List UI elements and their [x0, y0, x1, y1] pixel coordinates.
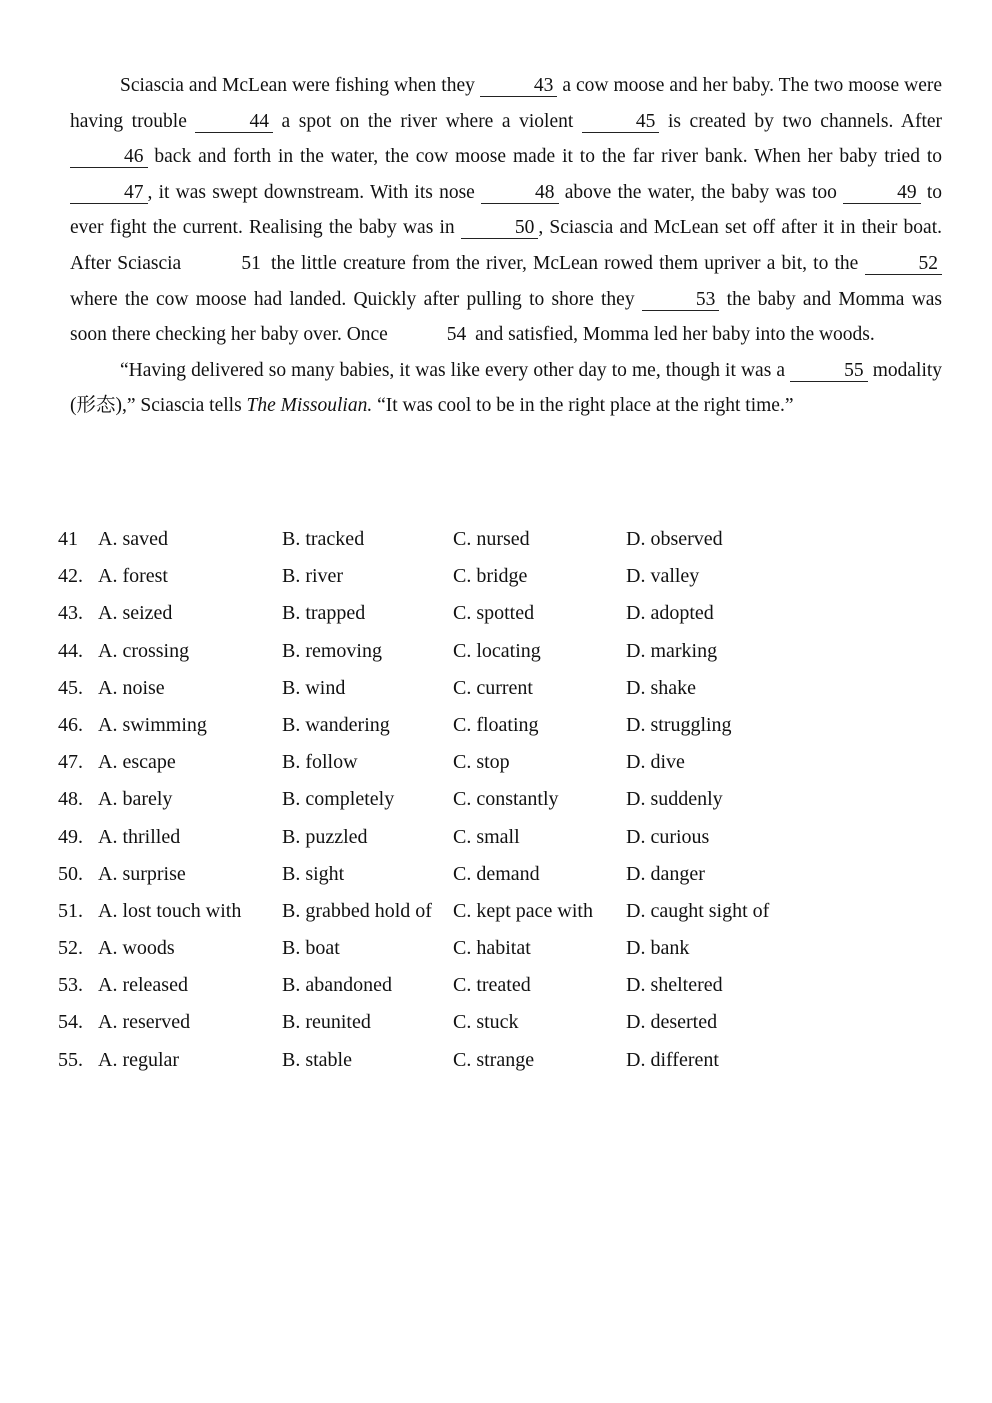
blank-46: 46 [70, 147, 148, 168]
blank-44: 44 [195, 112, 273, 133]
option-a: A. forest [98, 565, 168, 588]
blank-47: 47 [70, 183, 148, 204]
option-c: C. stop [453, 751, 510, 774]
option-b: B. trapped [282, 602, 366, 625]
option-a: A. lost touch with [98, 899, 242, 922]
option-d: D. danger [626, 862, 705, 885]
option-d: D. valley [626, 565, 700, 588]
question-number: 46. [58, 713, 83, 736]
option-b: B. river [282, 565, 344, 588]
option-row [58, 900, 938, 937]
option-a: A. seized [98, 602, 173, 625]
option-d: D. adopted [626, 602, 714, 625]
option-row [58, 602, 938, 639]
option-c: C. bridge [453, 565, 528, 588]
option-a: A. surprise [98, 862, 186, 885]
question-number: 55. [58, 1048, 83, 1071]
option-d: D. marking [626, 639, 718, 662]
option-d: D. sheltered [626, 974, 723, 997]
reading-passage [70, 68, 942, 424]
blank-43: 43 [480, 76, 558, 97]
question-number: 53. [58, 974, 83, 997]
passage-text: , Sciascia and McLean set off after it in their boat. After Sciascia [70, 217, 942, 274]
passage-text: “Having delivered so many babies, it was like every other day to me, though it was a [120, 359, 786, 381]
blank-48: 48 [481, 183, 559, 204]
option-a: A. swimming [98, 713, 207, 736]
question-number: 51. [58, 899, 83, 922]
option-a: A. noise [98, 676, 165, 699]
option-b: B. tracked [282, 528, 365, 550]
question-number: 54. [58, 1011, 83, 1034]
passage-text: back and forth in the water, the cow moose made it to the far river bank. When her baby tried to [154, 146, 943, 168]
option-a: A. crossing [98, 639, 190, 662]
question-number: 45. [58, 676, 83, 699]
option-c: C. treated [453, 974, 531, 997]
option-c: C. stuck [453, 1011, 519, 1034]
option-d: D. struggling [626, 713, 732, 736]
blank-55: 55 [790, 361, 868, 382]
option-row [58, 974, 938, 1011]
question-number: 49. [58, 825, 83, 848]
option-c: C. demand [453, 862, 540, 885]
option-b: B. abandoned [282, 974, 392, 997]
option-a: A. reserved [98, 1011, 191, 1034]
paragraph-2 [70, 353, 942, 424]
blank-45: 45 [582, 112, 660, 133]
option-b: B. puzzled [282, 825, 368, 848]
option-c: C. spotted [453, 602, 535, 625]
option-a: A. escape [98, 751, 176, 774]
answer-options [58, 528, 938, 1086]
blank-53: 53 [642, 290, 720, 311]
paragraph-1 [70, 68, 942, 353]
option-b: B. boat [282, 937, 340, 960]
blank-49: 49 [843, 183, 921, 204]
blank-52: 52 [865, 254, 943, 275]
option-row [58, 863, 938, 900]
option-c: C. strange [453, 1048, 535, 1071]
option-a: A. barely [98, 788, 173, 811]
question-number: 47. [58, 751, 83, 774]
blank-51: 51 [241, 252, 261, 274]
option-a: A. woods [98, 937, 175, 960]
option-b: B. stable [282, 1048, 352, 1071]
question-number: 42. [58, 565, 83, 588]
option-a: A. released [98, 974, 188, 997]
option-c: C. habitat [453, 937, 531, 960]
passage-text: is created by two channels. After [667, 110, 943, 132]
option-row [58, 528, 938, 565]
option-row [58, 677, 938, 714]
option-d: D. curious [626, 825, 710, 848]
option-a: A. thrilled [98, 825, 181, 848]
option-d: D. different [626, 1048, 719, 1071]
option-b: B. removing [282, 639, 382, 662]
option-row [58, 714, 938, 751]
option-c: C. constantly [453, 788, 559, 811]
option-b: B. follow [282, 751, 358, 774]
option-row [58, 640, 938, 677]
option-d: D. deserted [626, 1011, 718, 1034]
option-c: C. locating [453, 639, 541, 662]
option-c: C. floating [453, 713, 539, 736]
blank-50: 50 [461, 218, 539, 239]
passage-text: Sciascia and McLean were fishing when they [120, 75, 475, 96]
option-row [58, 1011, 938, 1048]
passage-text: a spot on the river where a violent [281, 110, 574, 132]
option-c: C. current [453, 676, 533, 699]
option-a: A. regular [98, 1048, 180, 1071]
option-d: D. dive [626, 751, 685, 774]
option-c: C. kept pace with [453, 899, 593, 922]
option-b: B. wind [282, 676, 346, 699]
option-row [58, 788, 938, 825]
passage-text: a cow moose and her baby. The two moose were having trouble [70, 75, 942, 132]
passage-text: to ever fight the current. Realising the baby was in [70, 181, 943, 239]
passage-text: the baby and Momma was soon there checking her baby over. Once [70, 288, 943, 346]
option-row [58, 826, 938, 863]
option-row [58, 1049, 938, 1086]
passage-text: , it was swept downstream. With its nose [147, 181, 475, 203]
option-d: D. shake [626, 676, 696, 699]
option-d: D. observed [626, 528, 723, 550]
option-b: B. completely [282, 788, 395, 811]
question-number: 43. [58, 602, 83, 625]
blank-54: 54 [446, 324, 467, 346]
passage-text: “It was cool to be in the right place at the right time.” [377, 395, 794, 417]
passage-text: where the cow moose had landed. Quickly after pulling to shore they [70, 288, 635, 310]
option-row [58, 565, 938, 602]
passage-text: modality (形态),” Sciascia tells [70, 359, 943, 417]
question-number: 52. [58, 937, 83, 960]
passage-text: the little creature from the river, McLean rowed them upriver a bit, to the [271, 252, 859, 274]
option-a: A. saved [98, 528, 168, 550]
option-b: B. reunited [282, 1011, 371, 1034]
option-d: D. bank [626, 937, 690, 960]
option-c: C. small [453, 825, 520, 848]
question-number: 48. [58, 788, 83, 811]
question-number: 44. [58, 639, 83, 662]
option-b: B. sight [282, 862, 345, 885]
option-c: C. nursed [453, 528, 530, 550]
source-title: The Missoulian. [246, 395, 373, 417]
option-row [58, 751, 938, 788]
question-number: 50. [58, 862, 83, 885]
option-d: D. suddenly [626, 788, 723, 811]
question-number: 41 [58, 528, 78, 550]
option-row [58, 937, 938, 974]
option-d: D. caught sight of [626, 899, 770, 922]
option-b: B. grabbed hold of [282, 899, 432, 922]
passage-text: above the water, the baby was too [564, 181, 837, 203]
passage-text: and satisfied, Momma led her baby into the woods. [475, 324, 875, 346]
option-b: B. wandering [282, 713, 390, 736]
